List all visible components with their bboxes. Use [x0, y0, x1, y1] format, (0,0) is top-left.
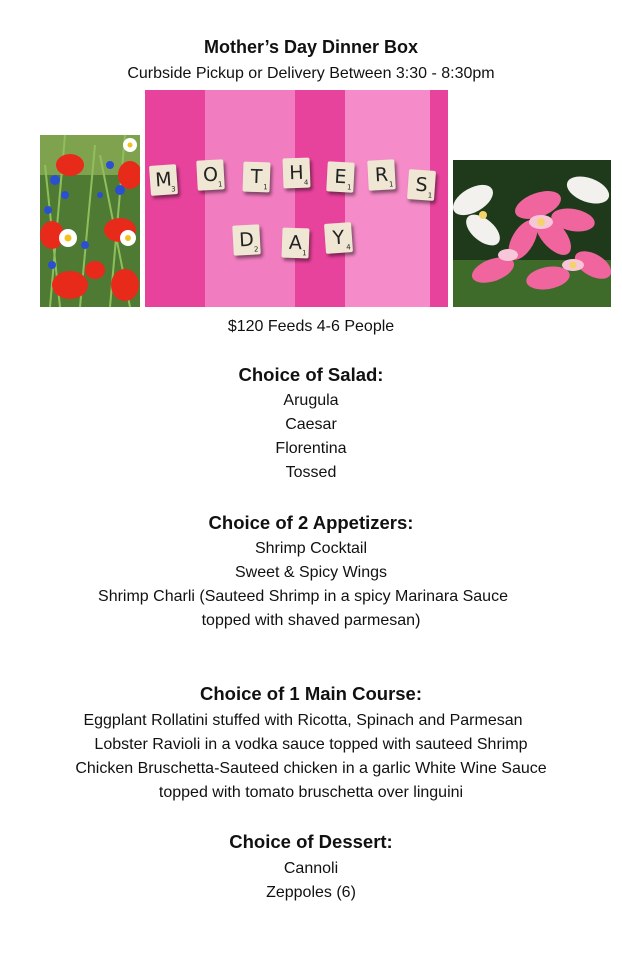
page-title: Mother’s Day Dinner Box — [203, 37, 419, 57]
letter-tile: Y 4 — [324, 222, 353, 254]
page-subtitle: Curbside Pickup or Delivery Between 3:30 - 8:30pm — [127, 65, 495, 82]
appetizer-item: topped with shaved parmesan) — [201, 612, 421, 629]
salad-heading: Choice of Salad: — [238, 364, 384, 385]
letter-tile: D 2 — [232, 224, 261, 255]
salad-item: Tossed — [285, 464, 337, 481]
letter-tile: T 1 — [242, 162, 270, 193]
main-course-item: Chicken Bruschetta-Sauteed chicken in a garlic White Wine Sauce — [75, 760, 547, 777]
letter-tile: O 1 — [196, 159, 225, 190]
letter-tile: A 1 — [281, 228, 309, 259]
salad-item: Caesar — [285, 416, 337, 433]
salad-item: Arugula — [283, 392, 339, 409]
dessert-item: Cannoli — [283, 860, 339, 877]
main-course-heading: Choice of 1 Main Course: — [199, 683, 423, 704]
main-course-item: Lobster Ravioli in a vodka sauce topped with sauteed Shrimp — [94, 736, 528, 753]
letter-tile: M 3 — [149, 164, 178, 196]
appetizer-item: Sweet & Spicy Wings — [234, 564, 388, 581]
letter-tile: H 4 — [282, 158, 310, 189]
plumeria-photo — [453, 160, 611, 307]
mothers-day-banner — [145, 90, 448, 307]
dessert-item: Zeppoles (6) — [266, 884, 356, 901]
appetizer-item: Shrimp Cocktail — [254, 540, 368, 557]
main-course-item: topped with tomato bruschetta over linguini — [158, 784, 464, 801]
appetizer-item: Shrimp Charli (Sauteed Shrimp in a spicy Marinara Sauce — [98, 588, 508, 605]
dessert-heading: Choice of Dessert: — [229, 831, 393, 852]
salad-item: Florentina — [275, 440, 347, 457]
appetizers-heading: Choice of 2 Appetizers: — [208, 512, 414, 533]
main-course-item: Eggplant Rollatini stuffed with Ricotta, Spinach and Parmesan — [83, 712, 523, 729]
letter-tile: S 1 — [407, 169, 436, 201]
letter-tile: R 1 — [367, 159, 396, 190]
wildflowers-photo — [40, 135, 140, 307]
price-label: $120 Feeds 4-6 People — [227, 318, 395, 335]
letter-tile: E 1 — [326, 161, 355, 192]
